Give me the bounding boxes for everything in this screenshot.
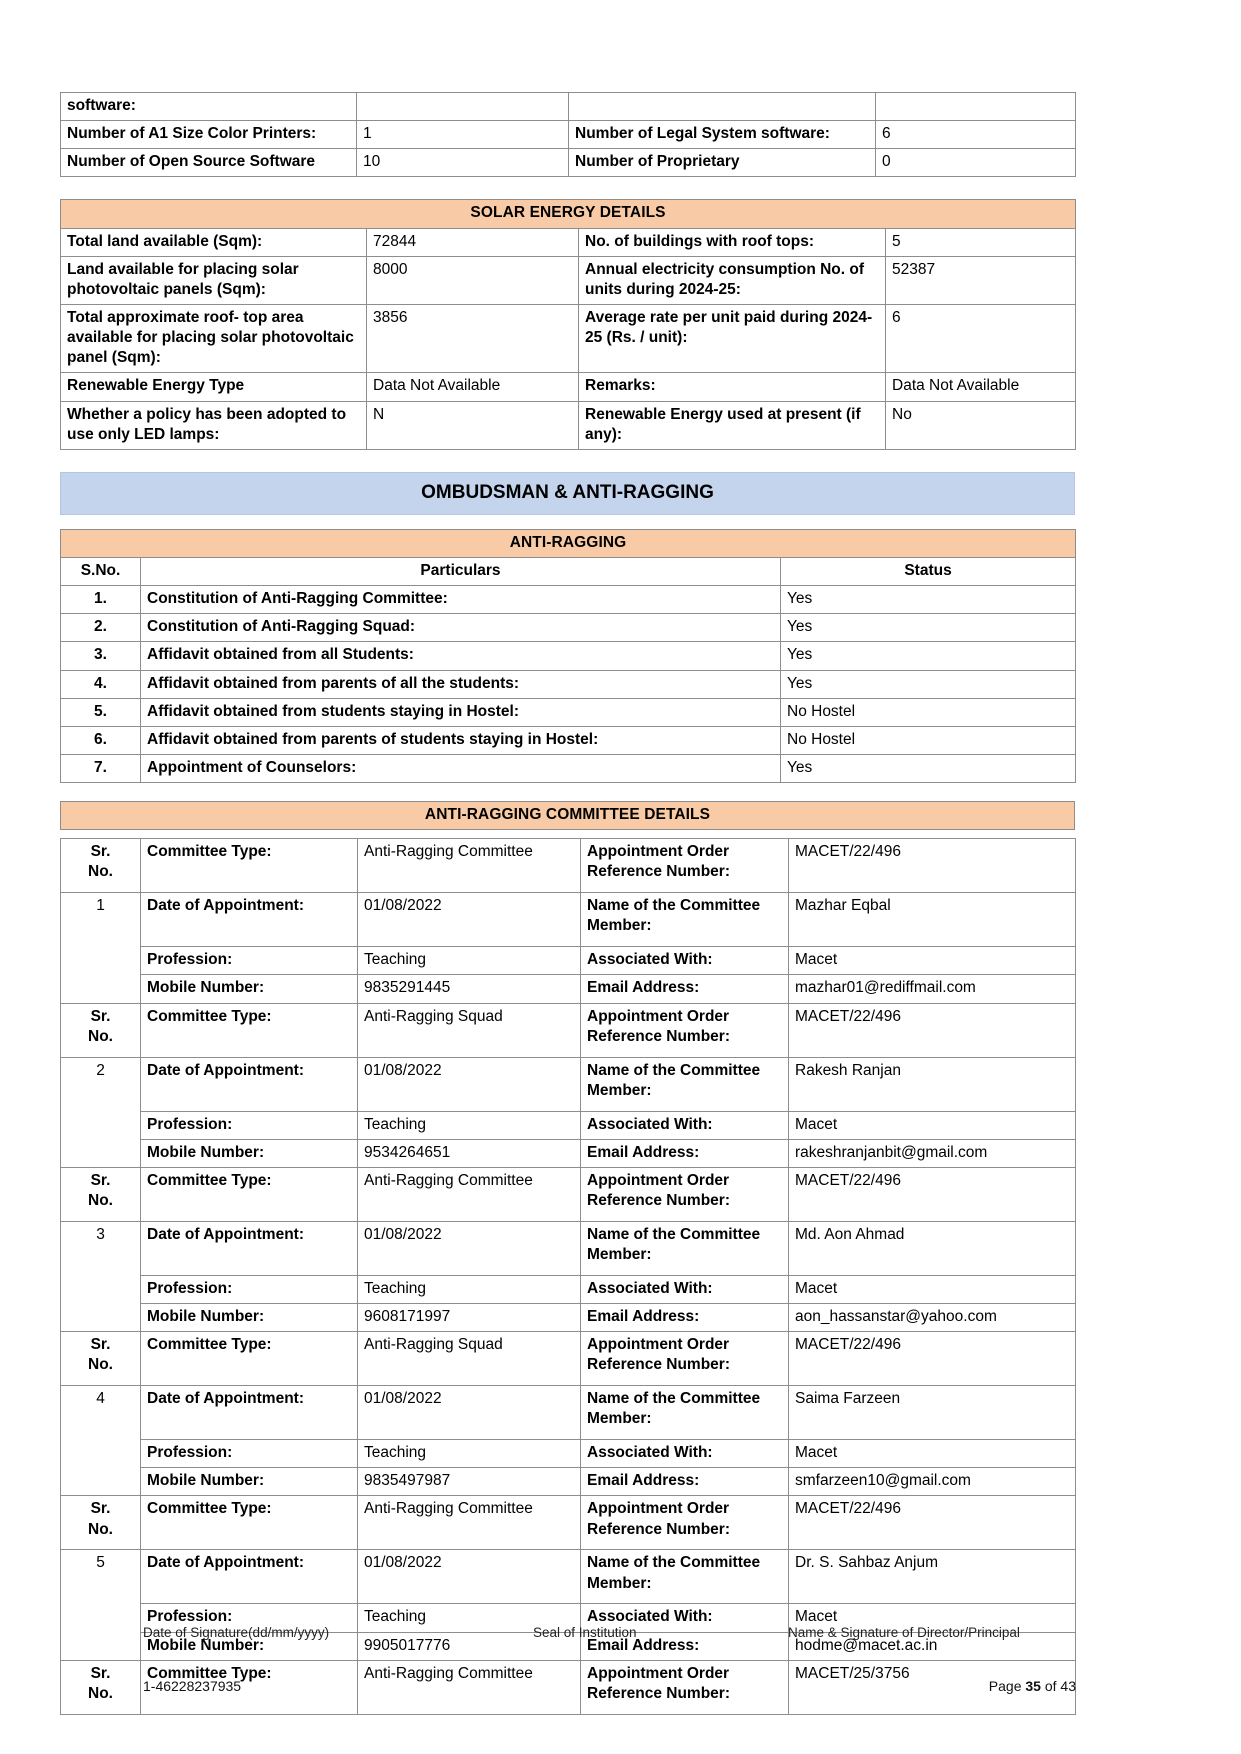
value-committee-type-6: Anti-Ragging Committee (358, 1660, 581, 1714)
value-committee-type-2: Anti-Ragging Squad (358, 1003, 581, 1057)
value-email-1: mazhar01@rediffmail.com (789, 975, 1076, 1003)
sr-no-value-1: 1 (61, 893, 141, 1003)
table-header-row (61, 557, 1076, 585)
spacer (60, 177, 1075, 199)
sr-no-line1: Sr. (90, 1336, 111, 1354)
ar-status-4: No Hostel (781, 698, 1076, 726)
software-table (60, 92, 1076, 177)
anti-ragging-table (60, 529, 1076, 783)
committee-type-row (61, 1332, 1076, 1386)
sr-no-value-4: 4 (61, 1386, 141, 1496)
sr-no-header-5 (61, 1496, 141, 1550)
ar-particulars-4: Affidavit obtained from students staying in Hostel: (141, 698, 781, 726)
table-row (61, 373, 1076, 401)
label-mobile-2: Mobile Number: (141, 1139, 358, 1167)
committee-appointment-row (61, 1057, 1076, 1111)
label-mobile-4: Mobile Number: (141, 1468, 358, 1496)
value-email-3: aon_hassanstar@yahoo.com (789, 1303, 1076, 1331)
sr-no-header-3 (61, 1167, 141, 1221)
committee-members-table (60, 838, 1076, 1714)
value-email-5: hodme@macet.ac.in (789, 1632, 1076, 1660)
sr-no-line2: No. (88, 1191, 113, 1209)
solar-label2-1: Annual electricity consumption No. of units during 2024-25: (579, 256, 886, 304)
committee-contact-row (61, 1139, 1076, 1167)
solar-label2-3: Remarks: (579, 373, 886, 401)
label-email-5: Email Address: (581, 1632, 789, 1660)
label-associated-with-5: Associated With: (581, 1604, 789, 1632)
solar-value-0: 72844 (367, 228, 579, 256)
committee-section-title: ANTI-RAGGING COMMITTEE DETAILS (61, 802, 1075, 830)
value-profession-4: Teaching (358, 1440, 581, 1468)
value-associated-with-1: Macet (789, 947, 1076, 975)
solar-energy-table (60, 199, 1076, 449)
software-label2-1: Number of Legal System software: (569, 121, 876, 149)
label-associated-with-4: Associated With: (581, 1440, 789, 1468)
label-appointment-order-2: Appointment Order Reference Number: (581, 1003, 789, 1057)
solar-value2-1: 52387 (886, 256, 1076, 304)
label-associated-with-3: Associated With: (581, 1275, 789, 1303)
value-member-name-5: Dr. S. Sahbaz Anjum (789, 1550, 1076, 1604)
label-appointment-order-5: Appointment Order Reference Number: (581, 1496, 789, 1550)
ar-particulars-3: Affidavit obtained from parents of all the students: (141, 670, 781, 698)
ar-sno-2: 3. (61, 642, 141, 670)
spacer (60, 830, 1075, 838)
solar-label-0: Total land available (Sqm): (61, 228, 367, 256)
committee-details-title-table (60, 801, 1075, 830)
label-email-1: Email Address: (581, 975, 789, 1003)
solar-section-title: SOLAR ENERGY DETAILS (61, 200, 1076, 228)
value-committee-type-1: Anti-Ragging Committee (358, 839, 581, 893)
footer-date-of-signature: Date of Signature(dd/mm/yyyy) (143, 1625, 330, 1640)
value-associated-with-2: Macet (789, 1111, 1076, 1139)
software-label2-2: Number of Proprietary (569, 149, 876, 177)
label-appointment-order-4: Appointment Order Reference Number: (581, 1332, 789, 1386)
page-content (60, 92, 1075, 1715)
label-mobile-3: Mobile Number: (141, 1303, 358, 1331)
value-mobile-1: 9835291445 (358, 975, 581, 1003)
page-prefix-label: Page (988, 1678, 1026, 1694)
table-row (61, 149, 1076, 177)
ar-status-6: Yes (781, 754, 1076, 782)
ar-status-0: Yes (781, 586, 1076, 614)
label-profession-4: Profession: (141, 1440, 358, 1468)
solar-value2-2: 6 (886, 304, 1076, 372)
committee-type-row (61, 1496, 1076, 1550)
solar-value2-0: 5 (886, 228, 1076, 256)
committee-appointment-row (61, 1221, 1076, 1275)
ar-status-2: Yes (781, 642, 1076, 670)
committee-contact-row (61, 1468, 1076, 1496)
sr-no-line1: Sr. (90, 1664, 111, 1682)
ar-sno-4: 5. (61, 698, 141, 726)
sr-no-value-2: 2 (61, 1057, 141, 1167)
software-label2-0 (569, 93, 876, 121)
committee-type-row (61, 1167, 1076, 1221)
ar-sno-1: 2. (61, 614, 141, 642)
value-associated-with-5: Macet (789, 1604, 1076, 1632)
ar-sno-3: 4. (61, 670, 141, 698)
ar-sno-6: 7. (61, 754, 141, 782)
solar-label2-0: No. of buildings with roof tops: (579, 228, 886, 256)
label-associated-with-1: Associated With: (581, 947, 789, 975)
table-row (61, 228, 1076, 256)
solar-label2-2: Average rate per unit paid during 2024-25 (Rs. / unit): (579, 304, 886, 372)
anti-ragging-title-row (61, 529, 1076, 557)
footer-director-signature: Name & Signature of Director/Principal (788, 1625, 1020, 1640)
solar-label-1: Land available for placing solar photovoltaic panels (Sqm): (61, 256, 367, 304)
page-number: 35 (1025, 1678, 1041, 1694)
value-date-appointment-3: 01/08/2022 (358, 1221, 581, 1275)
sr-no-line2: No. (88, 1356, 113, 1374)
spacer (60, 515, 1075, 529)
value-associated-with-3: Macet (789, 1275, 1076, 1303)
committee-appointment-row (61, 1550, 1076, 1604)
software-value-2: 10 (357, 149, 569, 177)
column-header-status: Status (781, 557, 1076, 585)
label-committee-type-4: Committee Type: (141, 1332, 358, 1386)
footer-page-indicator (989, 1678, 1076, 1694)
table-row (61, 121, 1076, 149)
sr-no-value-3: 3 (61, 1221, 141, 1331)
ar-sno-5: 6. (61, 726, 141, 754)
value-email-2: rakeshranjanbit@gmail.com (789, 1139, 1076, 1167)
table-row (61, 614, 1076, 642)
table-row (61, 304, 1076, 372)
committee-profession-row (61, 1111, 1076, 1139)
value-committee-type-4: Anti-Ragging Squad (358, 1332, 581, 1386)
label-committee-type-6: Committee Type: (141, 1660, 358, 1714)
sr-no-header-4 (61, 1332, 141, 1386)
anti-ragging-section-title: ANTI-RAGGING (61, 529, 1076, 557)
spacer (60, 783, 1075, 801)
label-profession-5: Profession: (141, 1604, 358, 1632)
value-email-4: smfarzeen10@gmail.com (789, 1468, 1076, 1496)
solar-label-4: Whether a policy has been adopted to use only LED lamps: (61, 401, 367, 449)
table-row (61, 93, 1076, 121)
committee-title-row (61, 802, 1075, 830)
value-appointment-order-1: MACET/22/496 (789, 839, 1076, 893)
software-value2-1: 6 (876, 121, 1076, 149)
solar-value2-3: Data Not Available (886, 373, 1076, 401)
table-row (61, 586, 1076, 614)
label-email-2: Email Address: (581, 1139, 789, 1167)
label-mobile-5: Mobile Number: (141, 1632, 358, 1660)
spacer (60, 450, 1075, 472)
committee-contact-row (61, 975, 1076, 1003)
solar-value-3: Data Not Available (367, 373, 579, 401)
ar-status-1: Yes (781, 614, 1076, 642)
sr-no-header-2 (61, 1003, 141, 1057)
committee-appointment-row (61, 893, 1076, 947)
label-mobile-1: Mobile Number: (141, 975, 358, 1003)
sr-no-line1: Sr. (90, 843, 111, 861)
ar-particulars-0: Constitution of Anti-Ragging Committee: (141, 586, 781, 614)
footer-document-id: 1-46228237935 (143, 1678, 242, 1694)
value-mobile-4: 9835497987 (358, 1468, 581, 1496)
label-committee-type-3: Committee Type: (141, 1167, 358, 1221)
table-row (61, 642, 1076, 670)
value-profession-2: Teaching (358, 1111, 581, 1139)
sr-no-value-5: 5 (61, 1550, 141, 1660)
label-committee-type-5: Committee Type: (141, 1496, 358, 1550)
value-appointment-order-2: MACET/22/496 (789, 1003, 1076, 1057)
column-header-sno: S.No. (61, 557, 141, 585)
solar-title-row (61, 200, 1076, 228)
solar-value-4: N (367, 401, 579, 449)
committee-appointment-row (61, 1386, 1076, 1440)
label-member-name-1: Name of the Committee Member: (581, 893, 789, 947)
label-email-3: Email Address: (581, 1303, 789, 1331)
committee-contact-row (61, 1303, 1076, 1331)
value-member-name-1: Mazhar Eqbal (789, 893, 1076, 947)
ar-particulars-1: Constitution of Anti-Ragging Squad: (141, 614, 781, 642)
table-row (61, 726, 1076, 754)
label-date-appointment-5: Date of Appointment: (141, 1550, 358, 1604)
value-appointment-order-6: MACET/25/3756 (789, 1660, 1076, 1714)
solar-label-3: Renewable Energy Type (61, 373, 367, 401)
solar-label2-4: Renewable Energy used at present (if any): (579, 401, 886, 449)
committee-profession-row (61, 1440, 1076, 1468)
sr-no-header-6 (61, 1660, 141, 1714)
software-label-0: software: (61, 93, 357, 121)
committee-type-row (61, 839, 1076, 893)
sr-no-line2: No. (88, 1684, 113, 1702)
software-value2-2: 0 (876, 149, 1076, 177)
label-email-4: Email Address: (581, 1468, 789, 1496)
label-associated-with-2: Associated With: (581, 1111, 789, 1139)
sr-no-header-1 (61, 839, 141, 893)
label-member-name-5: Name of the Committee Member: (581, 1550, 789, 1604)
value-member-name-2: Rakesh Ranjan (789, 1057, 1076, 1111)
value-associated-with-4: Macet (789, 1440, 1076, 1468)
value-date-appointment-5: 01/08/2022 (358, 1550, 581, 1604)
ar-particulars-5: Affidavit obtained from parents of students staying in Hostel: (141, 726, 781, 754)
software-value-1: 1 (357, 121, 569, 149)
table-row (61, 401, 1076, 449)
label-member-name-2: Name of the Committee Member: (581, 1057, 789, 1111)
value-committee-type-5: Anti-Ragging Committee (358, 1496, 581, 1550)
table-row (61, 698, 1076, 726)
software-value2-0 (876, 93, 1076, 121)
solar-value2-4: No (886, 401, 1076, 449)
committee-profession-row (61, 947, 1076, 975)
page-total-label: of 43 (1040, 1678, 1076, 1694)
label-committee-type-2: Committee Type: (141, 1003, 358, 1057)
label-member-name-4: Name of the Committee Member: (581, 1386, 789, 1440)
solar-value-2: 3856 (367, 304, 579, 372)
label-appointment-order-1: Appointment Order Reference Number: (581, 839, 789, 893)
sr-no-line2: No. (88, 1520, 113, 1538)
table-row (61, 754, 1076, 782)
software-label-2: Number of Open Source Software (61, 149, 357, 177)
column-header-particulars: Particulars (141, 557, 781, 585)
committee-type-row (61, 1003, 1076, 1057)
label-date-appointment-2: Date of Appointment: (141, 1057, 358, 1111)
ar-sno-0: 1. (61, 586, 141, 614)
table-row (61, 670, 1076, 698)
ar-status-5: No Hostel (781, 726, 1076, 754)
sr-no-line2: No. (88, 863, 113, 881)
value-member-name-4: Saima Farzeen (789, 1386, 1076, 1440)
label-committee-type-1: Committee Type: (141, 839, 358, 893)
sr-no-line2: No. (88, 1027, 113, 1045)
value-appointment-order-5: MACET/22/496 (789, 1496, 1076, 1550)
software-label-1: Number of A1 Size Color Printers: (61, 121, 357, 149)
label-appointment-order-6: Appointment Order Reference Number: (581, 1660, 789, 1714)
label-date-appointment-4: Date of Appointment: (141, 1386, 358, 1440)
section-banner-ombudsman: OMBUDSMAN & ANTI-RAGGING (60, 472, 1075, 515)
value-mobile-3: 9608171997 (358, 1303, 581, 1331)
software-value-0 (357, 93, 569, 121)
value-appointment-order-3: MACET/22/496 (789, 1167, 1076, 1221)
label-date-appointment-1: Date of Appointment: (141, 893, 358, 947)
ar-particulars-6: Appointment of Counselors: (141, 754, 781, 782)
footer-seal-of-institution: Seal of Institution (533, 1625, 637, 1640)
value-date-appointment-2: 01/08/2022 (358, 1057, 581, 1111)
ar-status-3: Yes (781, 670, 1076, 698)
label-date-appointment-3: Date of Appointment: (141, 1221, 358, 1275)
sr-no-line1: Sr. (90, 1171, 111, 1189)
solar-value-1: 8000 (367, 256, 579, 304)
label-profession-2: Profession: (141, 1111, 358, 1139)
value-date-appointment-4: 01/08/2022 (358, 1386, 581, 1440)
value-date-appointment-1: 01/08/2022 (358, 893, 581, 947)
table-row (61, 256, 1076, 304)
value-profession-1: Teaching (358, 947, 581, 975)
value-profession-5: Teaching (358, 1604, 581, 1632)
value-appointment-order-4: MACET/22/496 (789, 1332, 1076, 1386)
ar-particulars-2: Affidavit obtained from all Students: (141, 642, 781, 670)
value-committee-type-3: Anti-Ragging Committee (358, 1167, 581, 1221)
value-member-name-3: Md. Aon Ahmad (789, 1221, 1076, 1275)
sr-no-line1: Sr. (90, 1500, 111, 1518)
value-mobile-2: 9534264651 (358, 1139, 581, 1167)
committee-profession-row (61, 1275, 1076, 1303)
value-mobile-5: 9905017776 (358, 1632, 581, 1660)
label-profession-1: Profession: (141, 947, 358, 975)
label-profession-3: Profession: (141, 1275, 358, 1303)
value-profession-3: Teaching (358, 1275, 581, 1303)
label-appointment-order-3: Appointment Order Reference Number: (581, 1167, 789, 1221)
sr-no-line1: Sr. (90, 1007, 111, 1025)
label-member-name-3: Name of the Committee Member: (581, 1221, 789, 1275)
solar-label-2: Total approximate roof- top area available for placing solar photovoltaic panel (Sqm): (61, 304, 367, 372)
